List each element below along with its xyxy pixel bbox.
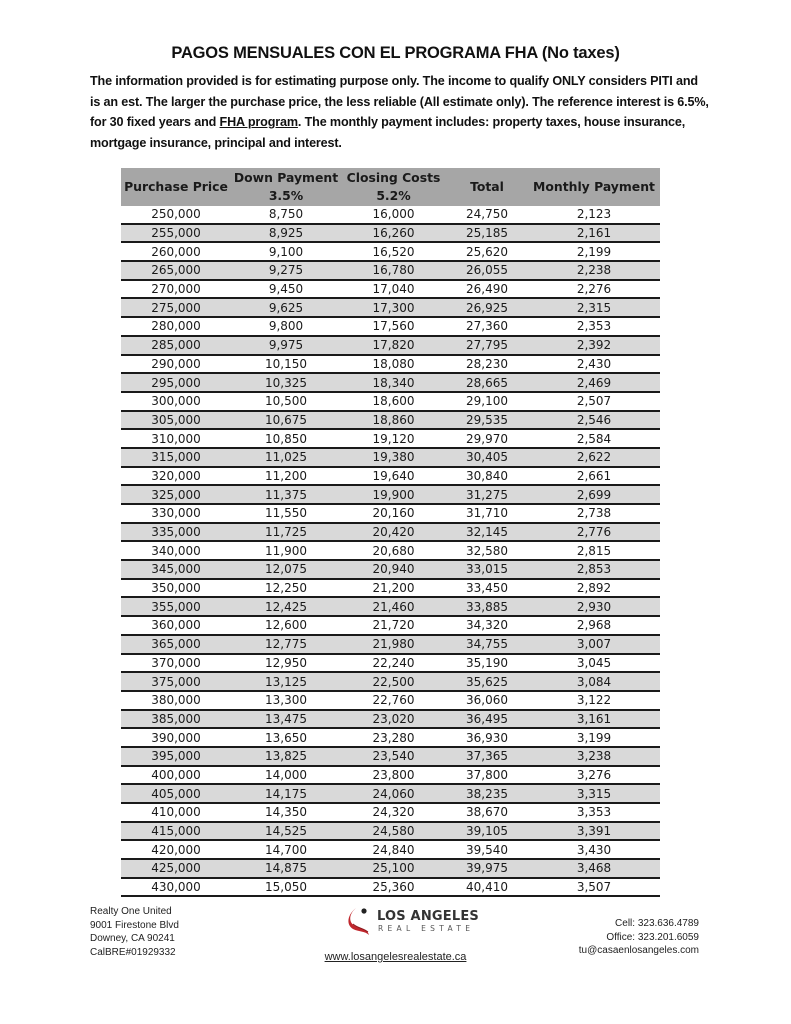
table-row xyxy=(121,261,660,280)
cell-monthly-payment: 2,546 xyxy=(528,411,660,430)
brand-logo xyxy=(347,906,487,938)
cell-closing-costs: 19,640 xyxy=(341,467,446,486)
cell-total: 26,490 xyxy=(446,280,528,299)
cell-purchase-price: 360,000 xyxy=(121,616,231,635)
cell-purchase-price: 275,000 xyxy=(121,298,231,317)
agency-city: Downey, CA 90241 xyxy=(90,933,175,944)
table-row xyxy=(121,597,660,616)
cell-total: 34,755 xyxy=(446,635,528,654)
cell-closing-costs: 17,040 xyxy=(341,280,446,299)
cell-monthly-payment: 3,315 xyxy=(528,784,660,803)
cell-down-payment: 8,750 xyxy=(231,206,341,224)
cell-purchase-price: 310,000 xyxy=(121,429,231,448)
cell-purchase-price: 250,000 xyxy=(121,206,231,224)
cell-closing-costs: 16,780 xyxy=(341,261,446,280)
cell-purchase-price: 395,000 xyxy=(121,747,231,766)
cell-closing-costs: 21,720 xyxy=(341,616,446,635)
cell-purchase-price: 300,000 xyxy=(121,392,231,411)
cell-monthly-payment: 3,276 xyxy=(528,766,660,785)
cell-total: 39,975 xyxy=(446,859,528,878)
cell-total: 26,925 xyxy=(446,298,528,317)
cell-closing-costs: 16,000 xyxy=(341,206,446,224)
cell-down-payment: 11,375 xyxy=(231,485,341,504)
agency-street: 9001 Firestone Blvd xyxy=(90,919,179,931)
cell-monthly-payment: 2,507 xyxy=(528,392,660,411)
cell-purchase-price: 415,000 xyxy=(121,822,231,841)
table-row xyxy=(121,616,660,635)
cell-total: 36,495 xyxy=(446,710,528,729)
cell-total: 30,840 xyxy=(446,467,528,486)
table-row xyxy=(121,392,660,411)
table-row xyxy=(121,747,660,766)
cell-purchase-price: 350,000 xyxy=(121,579,231,598)
cell-total: 35,625 xyxy=(446,672,528,691)
cell-monthly-payment: 2,699 xyxy=(528,485,660,504)
cell-total: 38,670 xyxy=(446,803,528,822)
cell-down-payment: 15,050 xyxy=(231,878,341,897)
cell-closing-costs: 23,280 xyxy=(341,728,446,747)
page-title: PAGOS MENSUALES CON EL PROGRAMA FHA (No taxes) xyxy=(171,44,620,62)
cell-closing-costs: 17,300 xyxy=(341,298,446,317)
cell-monthly-payment: 3,507 xyxy=(528,878,660,897)
table-row xyxy=(121,579,660,598)
cell-down-payment: 9,975 xyxy=(231,336,341,355)
cell-closing-costs: 17,560 xyxy=(341,317,446,336)
cell-purchase-price: 385,000 xyxy=(121,710,231,729)
website-link[interactable]: www.losangelesrealestate.ca xyxy=(324,951,467,963)
cell-monthly-payment: 3,007 xyxy=(528,635,660,654)
cell-monthly-payment: 2,853 xyxy=(528,560,660,579)
cell-down-payment: 10,675 xyxy=(231,411,341,430)
cell-total: 32,145 xyxy=(446,523,528,542)
cell-down-payment: 13,650 xyxy=(231,728,341,747)
cell-purchase-price: 315,000 xyxy=(121,448,231,467)
cell-total: 32,580 xyxy=(446,541,528,560)
table-row xyxy=(121,784,660,803)
cell-monthly-payment: 2,892 xyxy=(528,579,660,598)
table-row xyxy=(121,635,660,654)
cell-down-payment: 11,725 xyxy=(231,523,341,542)
cell-down-payment: 11,550 xyxy=(231,504,341,523)
header-down-payment-label: Down Payment xyxy=(233,170,339,185)
table-row xyxy=(121,504,660,523)
cell-monthly-payment: 2,738 xyxy=(528,504,660,523)
cell-purchase-price: 325,000 xyxy=(121,485,231,504)
cell-total: 34,320 xyxy=(446,616,528,635)
table-row xyxy=(121,485,660,504)
cell-total: 30,405 xyxy=(446,448,528,467)
cell-total: 25,620 xyxy=(446,242,528,261)
cell-closing-costs: 25,360 xyxy=(341,878,446,897)
cell-purchase-price: 370,000 xyxy=(121,654,231,673)
table-row xyxy=(121,317,660,336)
table-row xyxy=(121,691,660,710)
table-row xyxy=(121,224,660,243)
cell-closing-costs: 18,340 xyxy=(341,373,446,392)
cell-down-payment: 14,350 xyxy=(231,803,341,822)
cell-down-payment: 13,125 xyxy=(231,672,341,691)
cell-total: 27,795 xyxy=(446,336,528,355)
cell-down-payment: 9,275 xyxy=(231,261,341,280)
fha-program-link[interactable]: FHA program xyxy=(219,115,298,129)
cell-down-payment: 10,325 xyxy=(231,373,341,392)
cell-monthly-payment: 2,776 xyxy=(528,523,660,542)
cell-down-payment: 11,900 xyxy=(231,541,341,560)
table-header-row xyxy=(121,168,660,206)
table-row xyxy=(121,728,660,747)
table-row xyxy=(121,280,660,299)
table-row xyxy=(121,206,660,224)
cell-purchase-price: 285,000 xyxy=(121,336,231,355)
cell-closing-costs: 23,020 xyxy=(341,710,446,729)
cell-monthly-payment: 2,315 xyxy=(528,298,660,317)
cell-total: 31,710 xyxy=(446,504,528,523)
cell-down-payment: 9,450 xyxy=(231,280,341,299)
table-row xyxy=(121,298,660,317)
cell-closing-costs: 24,320 xyxy=(341,803,446,822)
cell-down-payment: 12,250 xyxy=(231,579,341,598)
cell-total: 25,185 xyxy=(446,224,528,243)
table-row xyxy=(121,411,660,430)
cell-closing-costs: 16,260 xyxy=(341,224,446,243)
cell-total: 36,930 xyxy=(446,728,528,747)
cell-total: 27,360 xyxy=(446,317,528,336)
header-closing-costs xyxy=(341,168,446,206)
header-purchase-price-label: Purchase Price xyxy=(124,179,228,194)
cell-purchase-price: 320,000 xyxy=(121,467,231,486)
table-row xyxy=(121,878,660,897)
cell-monthly-payment: 2,353 xyxy=(528,317,660,336)
cell-monthly-payment: 3,353 xyxy=(528,803,660,822)
cell-closing-costs: 25,100 xyxy=(341,859,446,878)
cell-total: 40,410 xyxy=(446,878,528,897)
contact-office: Office: 323.201.6059 xyxy=(606,931,699,943)
cell-purchase-price: 265,000 xyxy=(121,261,231,280)
cell-closing-costs: 21,200 xyxy=(341,579,446,598)
cell-purchase-price: 255,000 xyxy=(121,224,231,243)
table-body xyxy=(121,206,660,896)
cell-total: 33,450 xyxy=(446,579,528,598)
cell-monthly-payment: 2,661 xyxy=(528,467,660,486)
table-row xyxy=(121,448,660,467)
cell-closing-costs: 23,800 xyxy=(341,766,446,785)
cell-monthly-payment: 3,045 xyxy=(528,654,660,673)
table-row xyxy=(121,336,660,355)
cell-down-payment: 9,100 xyxy=(231,242,341,261)
cell-closing-costs: 17,820 xyxy=(341,336,446,355)
fha-payment-table xyxy=(121,168,660,897)
intro-paragraph xyxy=(90,71,710,153)
cell-down-payment: 10,500 xyxy=(231,392,341,411)
table-row xyxy=(121,355,660,374)
table-row xyxy=(121,710,660,729)
cell-closing-costs: 21,460 xyxy=(341,597,446,616)
agency-license: CalBRE#01929332 xyxy=(90,946,176,958)
table-row xyxy=(121,523,660,542)
cell-total: 28,665 xyxy=(446,373,528,392)
cell-monthly-payment: 2,968 xyxy=(528,616,660,635)
header-purchase-price xyxy=(121,168,231,206)
cell-closing-costs: 24,840 xyxy=(341,840,446,859)
header-closing-costs-percent: 5.2% xyxy=(376,188,411,203)
cell-down-payment: 14,525 xyxy=(231,822,341,841)
cell-monthly-payment: 3,430 xyxy=(528,840,660,859)
cell-closing-costs: 21,980 xyxy=(341,635,446,654)
cell-closing-costs: 18,860 xyxy=(341,411,446,430)
cell-total: 37,365 xyxy=(446,747,528,766)
cell-total: 28,230 xyxy=(446,355,528,374)
header-closing-costs-label: Closing Costs xyxy=(346,170,441,185)
table-row xyxy=(121,859,660,878)
cell-purchase-price: 365,000 xyxy=(121,635,231,654)
cell-total: 33,015 xyxy=(446,560,528,579)
cell-total: 38,235 xyxy=(446,784,528,803)
cell-total: 31,275 xyxy=(446,485,528,504)
cell-total: 37,800 xyxy=(446,766,528,785)
cell-down-payment: 12,600 xyxy=(231,616,341,635)
cell-monthly-payment: 3,238 xyxy=(528,747,660,766)
cell-down-payment: 10,850 xyxy=(231,429,341,448)
cell-total: 35,190 xyxy=(446,654,528,673)
cell-purchase-price: 305,000 xyxy=(121,411,231,430)
cell-purchase-price: 335,000 xyxy=(121,523,231,542)
cell-purchase-price: 345,000 xyxy=(121,560,231,579)
cell-closing-costs: 18,080 xyxy=(341,355,446,374)
cell-down-payment: 14,875 xyxy=(231,859,341,878)
cell-purchase-price: 400,000 xyxy=(121,766,231,785)
header-total xyxy=(446,168,528,206)
cell-down-payment: 9,800 xyxy=(231,317,341,336)
cell-monthly-payment: 3,468 xyxy=(528,859,660,878)
cell-purchase-price: 375,000 xyxy=(121,672,231,691)
table-row xyxy=(121,373,660,392)
contact-email[interactable]: tu@casaenlosangeles.com xyxy=(578,945,699,956)
cell-down-payment: 14,000 xyxy=(231,766,341,785)
table-row xyxy=(121,654,660,673)
table-row xyxy=(121,541,660,560)
brand-subtitle: REAL ESTATE xyxy=(378,924,475,933)
cell-closing-costs: 19,120 xyxy=(341,429,446,448)
cell-down-payment: 9,625 xyxy=(231,298,341,317)
cell-total: 29,970 xyxy=(446,429,528,448)
cell-total: 29,535 xyxy=(446,411,528,430)
cell-down-payment: 13,475 xyxy=(231,710,341,729)
cell-closing-costs: 19,900 xyxy=(341,485,446,504)
cell-closing-costs: 22,240 xyxy=(341,654,446,673)
cell-purchase-price: 425,000 xyxy=(121,859,231,878)
cell-down-payment: 14,175 xyxy=(231,784,341,803)
cell-monthly-payment: 2,469 xyxy=(528,373,660,392)
cell-monthly-payment: 2,199 xyxy=(528,242,660,261)
cell-purchase-price: 410,000 xyxy=(121,803,231,822)
cell-closing-costs: 22,760 xyxy=(341,691,446,710)
cell-purchase-price: 260,000 xyxy=(121,242,231,261)
cell-total: 33,885 xyxy=(446,597,528,616)
cell-monthly-payment: 2,123 xyxy=(528,206,660,224)
cell-closing-costs: 19,380 xyxy=(341,448,446,467)
brand-name: LOS ANGELES xyxy=(377,909,479,924)
header-down-payment-percent: 3.5% xyxy=(268,188,304,203)
intro-text-1: The information provided is for estimating purpose only. The income to qualify ONLY considers PITI and is an est. The larger the purchase price, the less reliable (All estimate only). The reference interest is 6.5%, for 30 fixed years and xyxy=(90,74,709,129)
person-swoosh-logo-icon xyxy=(347,906,375,938)
cell-purchase-price: 280,000 xyxy=(121,317,231,336)
cell-purchase-price: 355,000 xyxy=(121,597,231,616)
cell-closing-costs: 24,580 xyxy=(341,822,446,841)
cell-closing-costs: 18,600 xyxy=(341,392,446,411)
table-row xyxy=(121,822,660,841)
cell-down-payment: 13,300 xyxy=(231,691,341,710)
table-row xyxy=(121,766,660,785)
cell-monthly-payment: 2,276 xyxy=(528,280,660,299)
cell-down-payment: 11,025 xyxy=(231,448,341,467)
cell-monthly-payment: 2,815 xyxy=(528,541,660,560)
cell-monthly-payment: 2,622 xyxy=(528,448,660,467)
intro-text-2: . The monthly payment includes: property taxes, house insurance, mortgage insurance, principal and interest. xyxy=(90,115,686,150)
cell-closing-costs: 20,680 xyxy=(341,541,446,560)
table-row xyxy=(121,840,660,859)
cell-total: 24,750 xyxy=(446,206,528,224)
cell-down-payment: 14,700 xyxy=(231,840,341,859)
table-row xyxy=(121,467,660,486)
table-row xyxy=(121,672,660,691)
cell-purchase-price: 340,000 xyxy=(121,541,231,560)
cell-total: 39,105 xyxy=(446,822,528,841)
cell-purchase-price: 420,000 xyxy=(121,840,231,859)
cell-total: 26,055 xyxy=(446,261,528,280)
table-row xyxy=(121,429,660,448)
cell-down-payment: 12,075 xyxy=(231,560,341,579)
cell-total: 39,540 xyxy=(446,840,528,859)
cell-purchase-price: 270,000 xyxy=(121,280,231,299)
table-row xyxy=(121,242,660,261)
cell-monthly-payment: 3,391 xyxy=(528,822,660,841)
cell-down-payment: 12,950 xyxy=(231,654,341,673)
cell-monthly-payment: 2,161 xyxy=(528,224,660,243)
header-monthly-payment xyxy=(528,168,660,206)
cell-down-payment: 13,825 xyxy=(231,747,341,766)
cell-monthly-payment: 3,161 xyxy=(528,710,660,729)
cell-purchase-price: 390,000 xyxy=(121,728,231,747)
contact-info xyxy=(579,917,699,958)
cell-purchase-price: 295,000 xyxy=(121,373,231,392)
header-total-label: Total xyxy=(470,179,504,194)
cell-closing-costs: 22,500 xyxy=(341,672,446,691)
table-row xyxy=(121,803,660,822)
cell-purchase-price: 430,000 xyxy=(121,878,231,897)
cell-closing-costs: 20,420 xyxy=(341,523,446,542)
cell-purchase-price: 405,000 xyxy=(121,784,231,803)
cell-monthly-payment: 2,392 xyxy=(528,336,660,355)
cell-down-payment: 10,150 xyxy=(231,355,341,374)
cell-total: 36,060 xyxy=(446,691,528,710)
cell-closing-costs: 24,060 xyxy=(341,784,446,803)
table-row xyxy=(121,560,660,579)
cell-monthly-payment: 3,122 xyxy=(528,691,660,710)
header-monthly-payment-label: Monthly Payment xyxy=(533,179,655,194)
cell-closing-costs: 20,940 xyxy=(341,560,446,579)
cell-purchase-price: 290,000 xyxy=(121,355,231,374)
cell-closing-costs: 23,540 xyxy=(341,747,446,766)
cell-monthly-payment: 2,238 xyxy=(528,261,660,280)
cell-monthly-payment: 3,084 xyxy=(528,672,660,691)
cell-down-payment: 8,925 xyxy=(231,224,341,243)
agency-name: Realty One United xyxy=(90,906,172,917)
cell-purchase-price: 330,000 xyxy=(121,504,231,523)
cell-down-payment: 12,775 xyxy=(231,635,341,654)
cell-down-payment: 12,425 xyxy=(231,597,341,616)
cell-closing-costs: 20,160 xyxy=(341,504,446,523)
cell-total: 29,100 xyxy=(446,392,528,411)
contact-cell: Cell: 323.636.4789 xyxy=(615,918,699,929)
cell-monthly-payment: 2,430 xyxy=(528,355,660,374)
cell-purchase-price: 380,000 xyxy=(121,691,231,710)
cell-monthly-payment: 2,930 xyxy=(528,597,660,616)
cell-monthly-payment: 2,584 xyxy=(528,429,660,448)
cell-down-payment: 11,200 xyxy=(231,467,341,486)
cell-closing-costs: 16,520 xyxy=(341,242,446,261)
cell-monthly-payment: 3,199 xyxy=(528,728,660,747)
header-down-payment xyxy=(231,168,341,206)
